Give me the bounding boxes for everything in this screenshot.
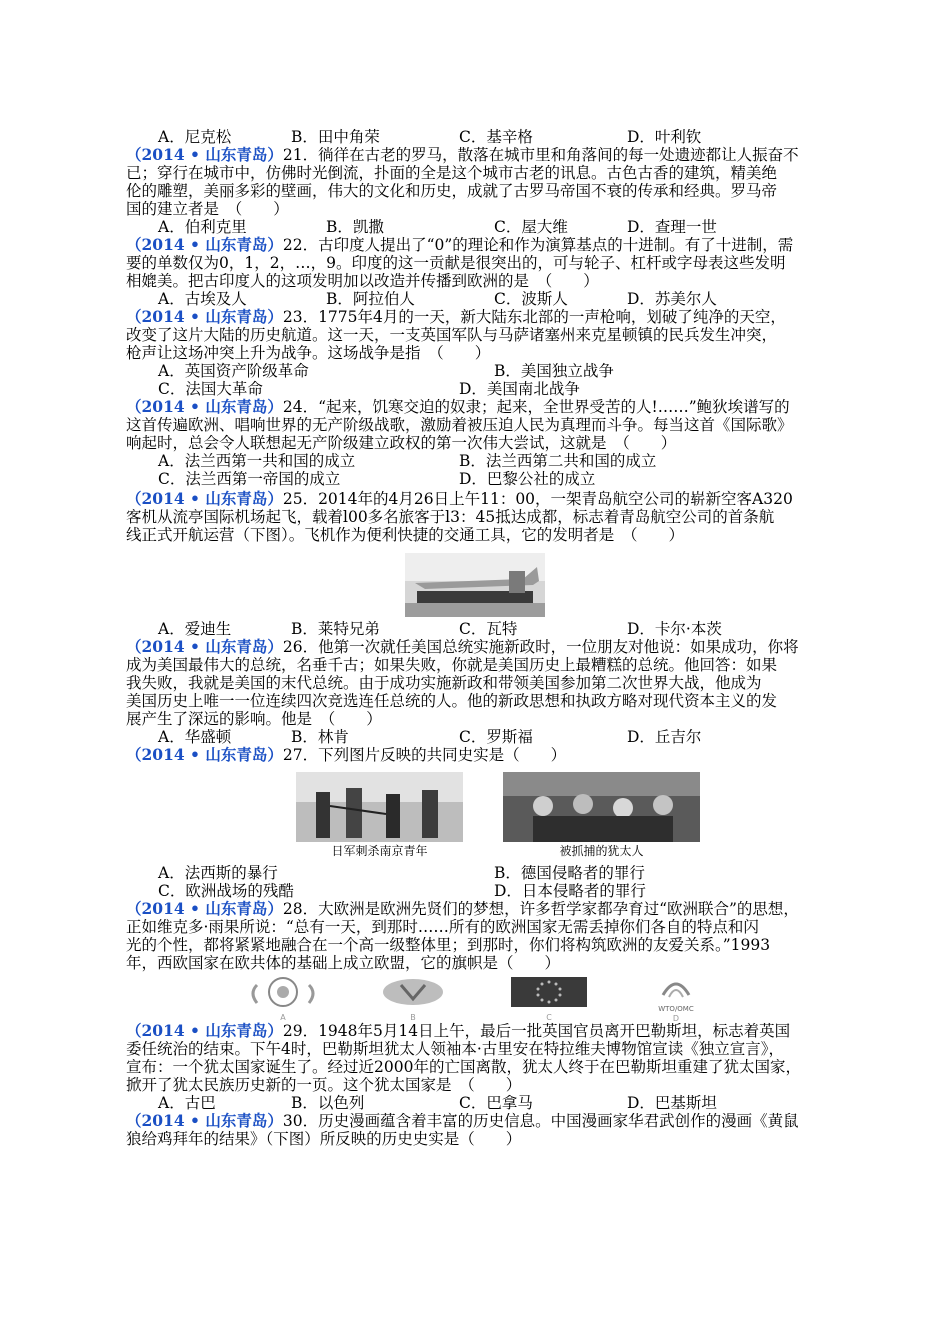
flag-letter-b: B (410, 1013, 416, 1022)
q24-option-d: D．巴黎公社的成立 (459, 470, 596, 488)
q28-line-3: 光的个性，都将紧紧地融合在一个高一级整体里；到那时，你们将构筑欧洲的友爱关系。”1993 (126, 936, 771, 954)
q30-line-1: （2014 • 山东青岛）30．历史漫画蕴含着丰富的历史信息。中国漫画家华君武创作的漫画《黄鼠 (126, 1111, 799, 1130)
q20-option-a: A．尼克松 (158, 128, 232, 146)
q29-option-b: B．以色列 (291, 1094, 365, 1112)
q22-line-2: 要的单数仅为0，1，2，…，9。印度的这一贡献是很突出的，可与轮子、杠杆或字母表这些发明 (126, 254, 786, 272)
q28-line-2: 正如维克多·雨果所说：“总有一天，到那时……所有的欧洲国家无需丢掉你们各自的特点和闪 (126, 918, 759, 936)
q26-line-5: 展产生了深远的影响。他是 （ ） (126, 710, 382, 728)
q22-option-c: C．波斯人 (494, 290, 568, 308)
flag-letter-c: C (546, 1013, 552, 1022)
q21-option-a: A．伯利克里 (158, 218, 247, 236)
q24-line-3: 响起时，总会令人联想起无产阶级建立政权的第一次伟大尝试，这就是 （ ） (126, 434, 677, 452)
q23-line-1: （2014 • 山东青岛）23．1775年4月的一天，新大陆东北部的一声枪响，划破了纯净的天空， (126, 307, 786, 326)
eu-flag-icon (509, 975, 589, 1009)
q22-line-3: 相媲美。把古印度人的这项发明加以改造并传播到欧洲的是 （ ） (126, 272, 599, 290)
q26-line-3: 我失败，我就是美国的末代总统。由于成功实施新政和带领美国参加第二次世界大战，他成为 (126, 674, 762, 692)
q26-line-2: 成为美国最伟大的总统，名垂千古；如果失败，你就是美国历史上最糟糕的总统。他回答：如果 (126, 656, 778, 674)
q26-line-4: 美国历史上唯一一位连续四次竞选连任总统的人。他的新政思想和执政方略对现代资本主义的发 (126, 692, 778, 710)
q21-line-4: 国的建立者是 （ ） (126, 200, 289, 218)
q25-option-b: B．莱特兄弟 (291, 620, 380, 638)
q20-option-c: C．基辛格 (459, 128, 533, 146)
q26-option-b: B．林肯 (291, 728, 349, 746)
q29-line-4: 掀开了犹太民族历史新的一页。这个犹太国家是 （ ） (126, 1076, 522, 1094)
q26-line-1: （2014 • 山东青岛）26．他第一次就任美国总统实施新政时，一位朋友对他说：如果成功，你将 (126, 637, 799, 656)
q24-line-1: （2014 • 山东青岛）24．“起来，饥寒交迫的奴隶；起来，全世界受苦的人!……”鲍狄埃谱写的 (126, 397, 790, 416)
nanjing-photo (296, 772, 463, 856)
q27-option-c: C．欧洲战场的残酷 (158, 882, 294, 900)
q20-option-b: B．田中角荣 (291, 128, 380, 146)
flag-letter-a: A (280, 1013, 286, 1022)
q25-line-2: 客机从流亭国际机场起飞，载着l00多名旅客于l3：45抵达成都，标志着青岛航空公司的首条航 (126, 508, 775, 526)
q29-line-1: （2014 • 山东青岛）29．1948年5月14日上午，最后一批英国官员离开巴勒斯坦，标志着英国 (126, 1021, 791, 1040)
asean-emblem-icon (373, 975, 453, 1009)
q23-option-d: D．美国南北战争 (459, 380, 580, 398)
q26-option-d: D．丘吉尔 (627, 728, 702, 746)
source-tag: （2014 • 山东青岛） (126, 145, 283, 164)
q27-option-d: D．日本侵略者的罪行 (494, 882, 646, 900)
q27-line-1: （2014 • 山东青岛）27．下列图片反映的共同史实是（ ） (126, 745, 567, 764)
q24-line-2: 这首传遍欧洲、唱响世界的无产阶级战歌，激励着被压迫人民为真理而斗争。每当这首《国际歌》 (126, 416, 793, 434)
q23-line-2: 改变了这片大陆的历史航道。这一天，一支英国军队与马萨诸塞州来克星顿镇的民兵发生冲突， (126, 326, 778, 344)
q25-option-a: A．爱迪生 (158, 620, 232, 638)
q28-line-4: 年，西欧国家在欧共体的基础上成立欧盟，它的旗帜是（ ） (126, 954, 561, 972)
q29-option-d: D．巴基斯坦 (627, 1094, 717, 1112)
wto-emblem-icon (641, 975, 711, 1001)
q22-line-1: （2014 • 山东青岛）22．古印度人提出了“0”的理论和作为演算基点的十进制。有了十进制，需 (126, 235, 794, 254)
wto-label: WTO/OMC (658, 1005, 694, 1013)
q22-option-a: A．古埃及人 (158, 290, 247, 308)
q26-option-c: C．罗斯福 (459, 728, 533, 746)
q25-option-c: C．瓦特 (459, 620, 518, 638)
jews-photo (503, 772, 700, 856)
q22-option-b: B．阿拉伯人 (326, 290, 415, 308)
q26-option-a: A．华盛顿 (158, 728, 232, 746)
jews-caption: 被抓捕的犹太人 (559, 844, 644, 858)
q25-option-d: D．卡尔·本茨 (627, 620, 722, 638)
q23-option-a: A．英国资产阶级革命 (158, 362, 309, 380)
q22-option-d: D．苏美尔人 (627, 290, 717, 308)
q23-option-b: B．美国独立战争 (494, 362, 614, 380)
q24-option-a: A．法兰西第一共和国的成立 (158, 452, 356, 470)
un-flag-option (243, 975, 323, 1022)
q21-option-b: B．凯撒 (326, 218, 384, 236)
q21-option-c: C．屋大维 (494, 218, 568, 236)
q24-option-c: C．法兰西第一帝国的成立 (158, 470, 341, 488)
nanjing-caption: 日军刺杀南京青年 (331, 844, 428, 858)
q30-line-2: 狼给鸡拜年的结果》（下图）所反映的历史史实是（ ） (126, 1130, 522, 1148)
q24-option-b: B．法兰西第二共和国的成立 (459, 452, 657, 470)
q25-line-1: （2014 • 山东青岛）25．2014年的4月26日上午11：00，一架青岛航空公司的崭新空客A320 (126, 489, 793, 508)
q29-option-c: C．巴拿马 (459, 1094, 533, 1112)
q21-line-1: （2014 • 山东青岛）21．徜徉在古老的罗马，散落在城市里和角落间的每一处遗迹都让人振奋不 (126, 145, 799, 164)
q27-option-a: A．法西斯的暴行 (158, 864, 278, 882)
q28-line-1: （2014 • 山东青岛）28．大欧洲是欧洲先贤们的梦想，许多哲学家都孕育过“欧洲联合”的思想， (126, 899, 799, 918)
q20-option-d: D．叶利钦 (627, 128, 702, 146)
q29-option-a: A．古巴 (158, 1094, 216, 1112)
q21-option-d: D．查理一世 (627, 218, 717, 236)
q29-line-3: 宣布：一个犹太国家诞生了。经过近2000年的亡国离散，犹太人终于在巴勒斯坦重建了犹太国家， (126, 1058, 801, 1076)
q27-option-b: B．德国侵略者的罪行 (494, 864, 645, 882)
asean-flag-option (373, 975, 453, 1022)
flag-letter-d: D (672, 1014, 680, 1023)
q21-line-3: 伦的雕塑，美丽多彩的壁画，伟大的文化和历史，成就了古罗马帝国不衰的传承和经典。罗马帝 (126, 182, 778, 200)
q21-line-2: 已；穿行在城市中，仿佛时光倒流，扑面的全是这个城市古老的讯息。古色古香的建筑，精美绝 (126, 164, 778, 182)
wto-flag-option (641, 975, 711, 1023)
q25-line-3: 线正式开航运营（下图）。飞机作为便利快捷的交通工具，它的发明者是 （ ） (126, 526, 685, 544)
q23-line-3: 枪声让这场冲突上升为战争。这场战争是指 （ ） (126, 344, 491, 362)
q29-line-2: 委任统治的结束。下午4时，巴勒斯坦犹太人领袖本·古里安在特拉维夫博物馆宣读《独立宣言》， (126, 1040, 785, 1058)
q23-option-c: C．法国大革命 (158, 380, 263, 398)
eu-flag-option (509, 975, 589, 1022)
un-emblem-icon (243, 975, 323, 1009)
airline-photo (405, 553, 545, 617)
